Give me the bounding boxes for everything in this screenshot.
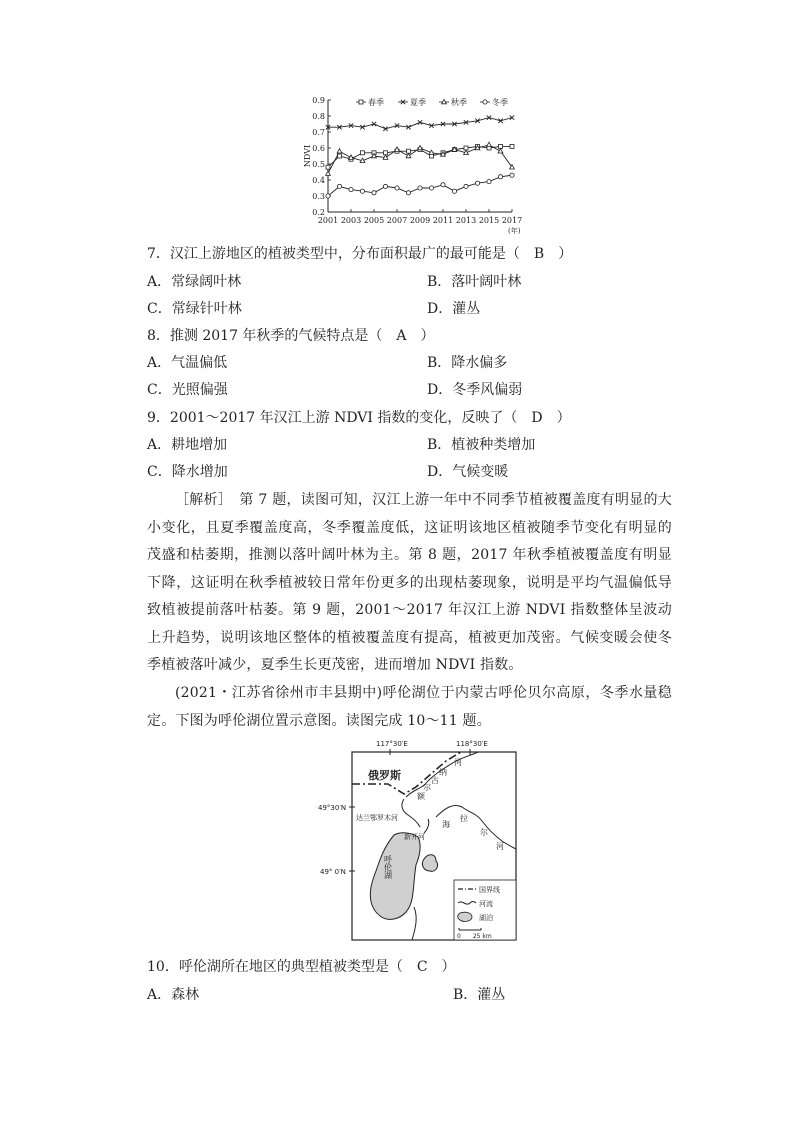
- data-point-winter: [395, 186, 399, 190]
- x-tick-label: 2003: [340, 216, 362, 225]
- lake-label: 呼伦湖: [383, 855, 393, 879]
- data-point-winter: [441, 183, 445, 187]
- q10-option-b: B．灌丛: [453, 987, 506, 1003]
- analysis-paragraph: ［解析］ 第 7 题，读图可知，汉江上游一年中不同季节植被覆盖度有明显的大小变化，且夏季覆盖度高，冬季覆盖度低，这证明该地区植被随季节变化有明显的茂盛和枯萎期，推测以落叶阔叶林为主。第 8 题，2017 年秋季植被覆盖度有明显下降，这证明在秋季植被较日常年份更多的出现枯萎现象，说明是平均气温偏低导致植被提前落叶枯萎。第 9 题，2001～2017 年汉江上游 NDVI 指数整体呈波动上升趋势，说明该地区整体的植被覆盖度有提高，植被更加茂密。气候变暖会使冬季植被落叶减少，夏季生长更茂密，进而增加 NDVI 指数。: [147, 492, 672, 673]
- data-point-autumn: [498, 149, 503, 153]
- legend-border: 国界线: [479, 886, 500, 894]
- argun-label-char: 额: [417, 792, 425, 801]
- x-tick-label: 2017: [501, 216, 523, 225]
- y-tick-label: 0.5: [312, 160, 325, 169]
- data-point-spring: [326, 165, 330, 169]
- dalan-river: [402, 799, 420, 827]
- q7-option-a: A．常绿阔叶林: [147, 274, 242, 290]
- x-tick-label: 2001: [317, 216, 339, 225]
- lat-label-2: 49° 0′N: [320, 868, 346, 876]
- data-point-spring: [359, 100, 363, 104]
- hailar-label-char: 尔: [480, 828, 488, 837]
- x-tick-label: 2015: [478, 216, 500, 225]
- data-point-spring: [510, 144, 514, 148]
- data-point-winter: [483, 100, 487, 104]
- new-river-label: 新开河: [404, 833, 425, 841]
- q9-option-b: B．植被种类增加: [427, 437, 536, 453]
- argun-label-char: 纳: [439, 768, 447, 777]
- q8-option-b: B．降水偏多: [427, 355, 508, 371]
- series-line-x: [328, 118, 512, 129]
- dalan-river-label: 达兰鄂罗木河: [356, 814, 398, 822]
- data-point-winter: [498, 175, 502, 179]
- x-tick-label: 2005: [363, 216, 385, 225]
- x-tick-label: 2011: [432, 216, 454, 225]
- south-river: [412, 907, 416, 940]
- x-tick-label: 2013: [455, 216, 477, 225]
- data-point-autumn: [487, 142, 492, 146]
- data-point-winter: [326, 194, 330, 198]
- argun-label-char: 古: [431, 776, 439, 785]
- data-point-winter: [475, 181, 479, 185]
- y-tick-label: 0.4: [312, 176, 325, 185]
- data-point-winter: [429, 186, 433, 190]
- q7-option-c: C．常绿针叶林: [147, 301, 242, 317]
- data-point-spring: [361, 151, 365, 155]
- data-point-autumn: [337, 149, 342, 153]
- legend-scale: 0 25 km: [457, 933, 492, 940]
- hulun-lake: [370, 833, 420, 920]
- data-point-winter: [337, 184, 341, 188]
- lon-label-2: 118°30′E: [456, 740, 488, 748]
- legend-river: 河流: [479, 900, 493, 908]
- lat-label-1: 49°30′N: [318, 804, 347, 812]
- argun-label-char: 尔: [423, 783, 431, 792]
- y-tick-label: 0.7: [312, 128, 325, 137]
- y-tick-label: 0.6: [312, 144, 325, 153]
- data-point-autumn: [326, 171, 331, 175]
- hailar-label-char: 河: [496, 842, 504, 851]
- q9-option-a: A．耕地增加: [147, 437, 228, 453]
- q10-option-a: A．森林: [147, 987, 200, 1003]
- q7-option-d: D．灌丛: [427, 301, 481, 317]
- data-point-winter: [406, 191, 410, 195]
- ndvi-chart: [296, 92, 528, 238]
- data-point-winter: [510, 173, 514, 177]
- data-point-winter: [383, 184, 387, 188]
- q7-option-b: B．落叶阔叶林: [427, 274, 522, 290]
- x-tick-label: 2007: [386, 216, 408, 225]
- russia-label: 俄罗斯: [368, 769, 401, 782]
- data-point-winter: [418, 186, 422, 190]
- q8-stem: 8．推测 2017 年秋季的气候特点是（ A ）: [147, 328, 435, 344]
- x-unit-label: (年): [508, 227, 521, 235]
- y-tick-label: 0.2: [312, 208, 325, 217]
- y-tick-label: 0.9: [312, 96, 325, 105]
- q9-option-d: D．气候变暖: [427, 464, 509, 480]
- legend-label: 秋季: [451, 98, 467, 107]
- legend-lake: 湖泊: [479, 914, 493, 922]
- new-river: [424, 819, 429, 833]
- y-tick-label: 0.8: [312, 112, 325, 121]
- q7-stem: 7．汉江上游地区的植被类型中，分布面积最广的最可能是（ B ）: [147, 246, 573, 262]
- y-axis-label: NDVI: [303, 144, 312, 168]
- q8-option-a: A．气温偏低: [147, 355, 228, 371]
- hailar-label-char: 拉: [460, 814, 468, 823]
- legend-label: 冬季: [492, 98, 508, 107]
- q9-option-c: C．降水增加: [147, 464, 228, 480]
- q10-stem: 10．呼伦湖所在地区的典型植被类型是（ C ）: [147, 959, 456, 975]
- q9-stem: 9．2001～2017 年汉江上游 NDVI 指数的变化，反映了（ D ）: [147, 410, 571, 426]
- small-lake: [422, 855, 437, 872]
- hailar-label-char: 海: [442, 820, 450, 829]
- data-point-winter: [452, 189, 456, 193]
- q8-option-c: C．光照偏强: [147, 382, 228, 398]
- data-point-autumn: [406, 153, 411, 157]
- data-point-winter: [487, 180, 491, 184]
- legend-label: 春季: [368, 98, 384, 107]
- y-tick-label: 0.3: [312, 192, 325, 201]
- legend-label: 夏季: [410, 98, 426, 107]
- data-point-winter: [464, 184, 468, 188]
- data-point-winter: [360, 189, 364, 193]
- argun-label-char: 河: [454, 758, 462, 767]
- data-point-winter: [372, 191, 376, 195]
- lon-label-1: 117°30′E: [376, 740, 408, 748]
- hulun-lake-map: [296, 737, 522, 942]
- x-tick-label: 2009: [409, 216, 431, 225]
- q8-option-d: D．冬季风偏弱: [427, 382, 523, 398]
- data-point-winter: [349, 188, 353, 192]
- intro-paragraph: (2021・江苏省徐州市丰县期中)呼伦湖位于内蒙古呼伦贝尔高原，冬季水量稳定。下图为呼伦湖位置示意图。读图完成 10～11 题。: [147, 685, 672, 729]
